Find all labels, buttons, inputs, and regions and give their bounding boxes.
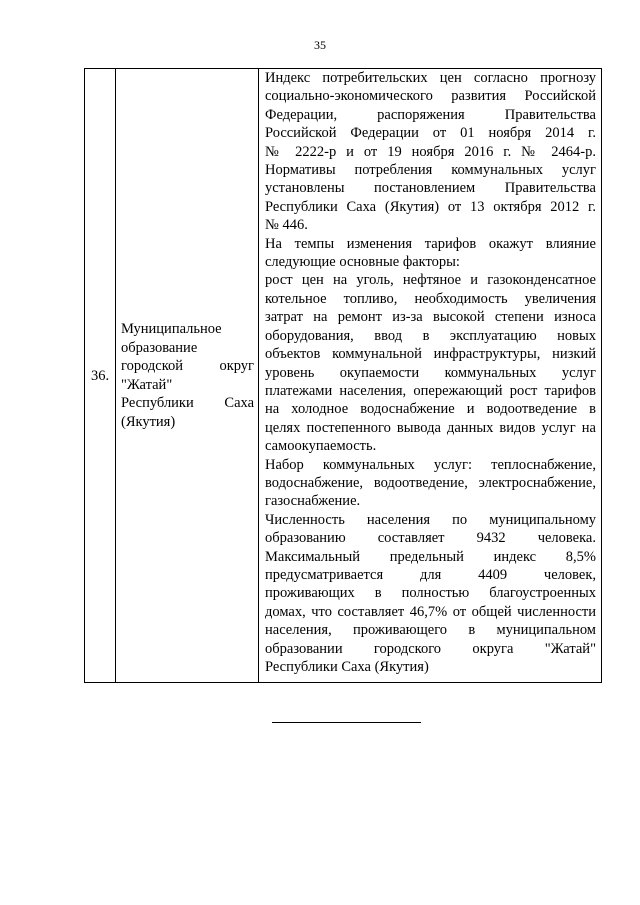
description-line: № 446. <box>265 217 308 234</box>
description-line: следующие основные факторы: <box>265 254 460 271</box>
description-line: Набор коммунальных услуг: теплоснабжение, <box>265 456 596 473</box>
description-line: проживающих в полностью благоустроенных <box>265 585 596 602</box>
municipality-cell <box>116 69 259 683</box>
end-separator-line <box>272 722 421 723</box>
description-line: Федерации, распоряжения Правительства <box>265 106 596 123</box>
municipality-name-line: городской округ <box>121 358 254 375</box>
description-line: газоснабжение. <box>265 493 361 510</box>
description-line: платежами населения, опережающий рост тарифов <box>265 382 596 399</box>
description-line: Российской Федерации от 01 ноября 2014 г. <box>265 125 596 142</box>
description-line: населения, проживающего в муниципальном <box>265 622 596 639</box>
description-line: целях постепенного вывода данных видов услуг на <box>265 419 596 436</box>
row-number: 36. <box>90 367 110 384</box>
description-line: образованию составляет 9432 человека. <box>265 530 596 547</box>
municipality-name-line: "Жатай" <box>121 376 173 393</box>
description-line: объектов коммунальной инфраструктуры, низкий <box>265 346 596 363</box>
page-number: 35 <box>314 38 326 52</box>
description-line: Численность населения по муниципальному <box>265 511 596 528</box>
row-number-cell <box>85 69 116 683</box>
description-line: установлены постановлением Правительства <box>265 180 596 197</box>
description-line: Максимальный предельный индекс 8,5% <box>265 548 596 565</box>
description-line: Нормативы потребления коммунальных услуг <box>265 162 596 179</box>
description-line: на холодное водоснабжение и водоотведение в <box>265 401 596 418</box>
description-line: водоснабжение, водоотведение, электроснабжение, <box>265 474 596 491</box>
description-line: Индекс потребительских цен согласно прогнозу <box>265 70 596 86</box>
table-row <box>85 69 602 683</box>
description-line: уровень окупаемости коммунальных услуг <box>265 364 596 381</box>
municipality-name-line: образование <box>121 339 198 356</box>
municipality-name-line: (Якутия) <box>121 413 176 430</box>
description-line: рост цен на уголь, нефтяное и газоконденсатное <box>265 272 596 289</box>
description-line: предусматривается для 4409 человек, <box>265 566 596 583</box>
description-line: домах, что составляет 46,7% от общей численности <box>265 603 596 620</box>
description-line: образовании городского округа "Жатай" <box>265 640 596 657</box>
description-line: котельное топливо, необходимость увеличения <box>265 290 596 307</box>
description-cell <box>259 69 602 683</box>
description-line: Республики Саха (Якутия) <box>265 659 429 675</box>
description-line: самоокупаемость. <box>265 438 377 455</box>
tariff-table <box>84 68 602 683</box>
description-line: оборудования, ввод в эксплуатацию новых <box>265 327 596 344</box>
municipality-name-line: Республики Саха <box>121 395 254 412</box>
description-line: Республики Саха (Якутия) от 13 октября 2012 г. <box>265 198 596 215</box>
description-line: № 2222-р и от 19 ноября 2016 г. № 2464-р. <box>265 143 596 160</box>
description-line: социально-экономического развития Российской <box>265 88 596 105</box>
municipality-name-line: Муниципальное <box>121 321 222 338</box>
description-line: затрат на ремонт из-за высокой степени износа <box>265 309 596 326</box>
description-line: На темпы изменения тарифов окажут влияние <box>265 235 596 252</box>
